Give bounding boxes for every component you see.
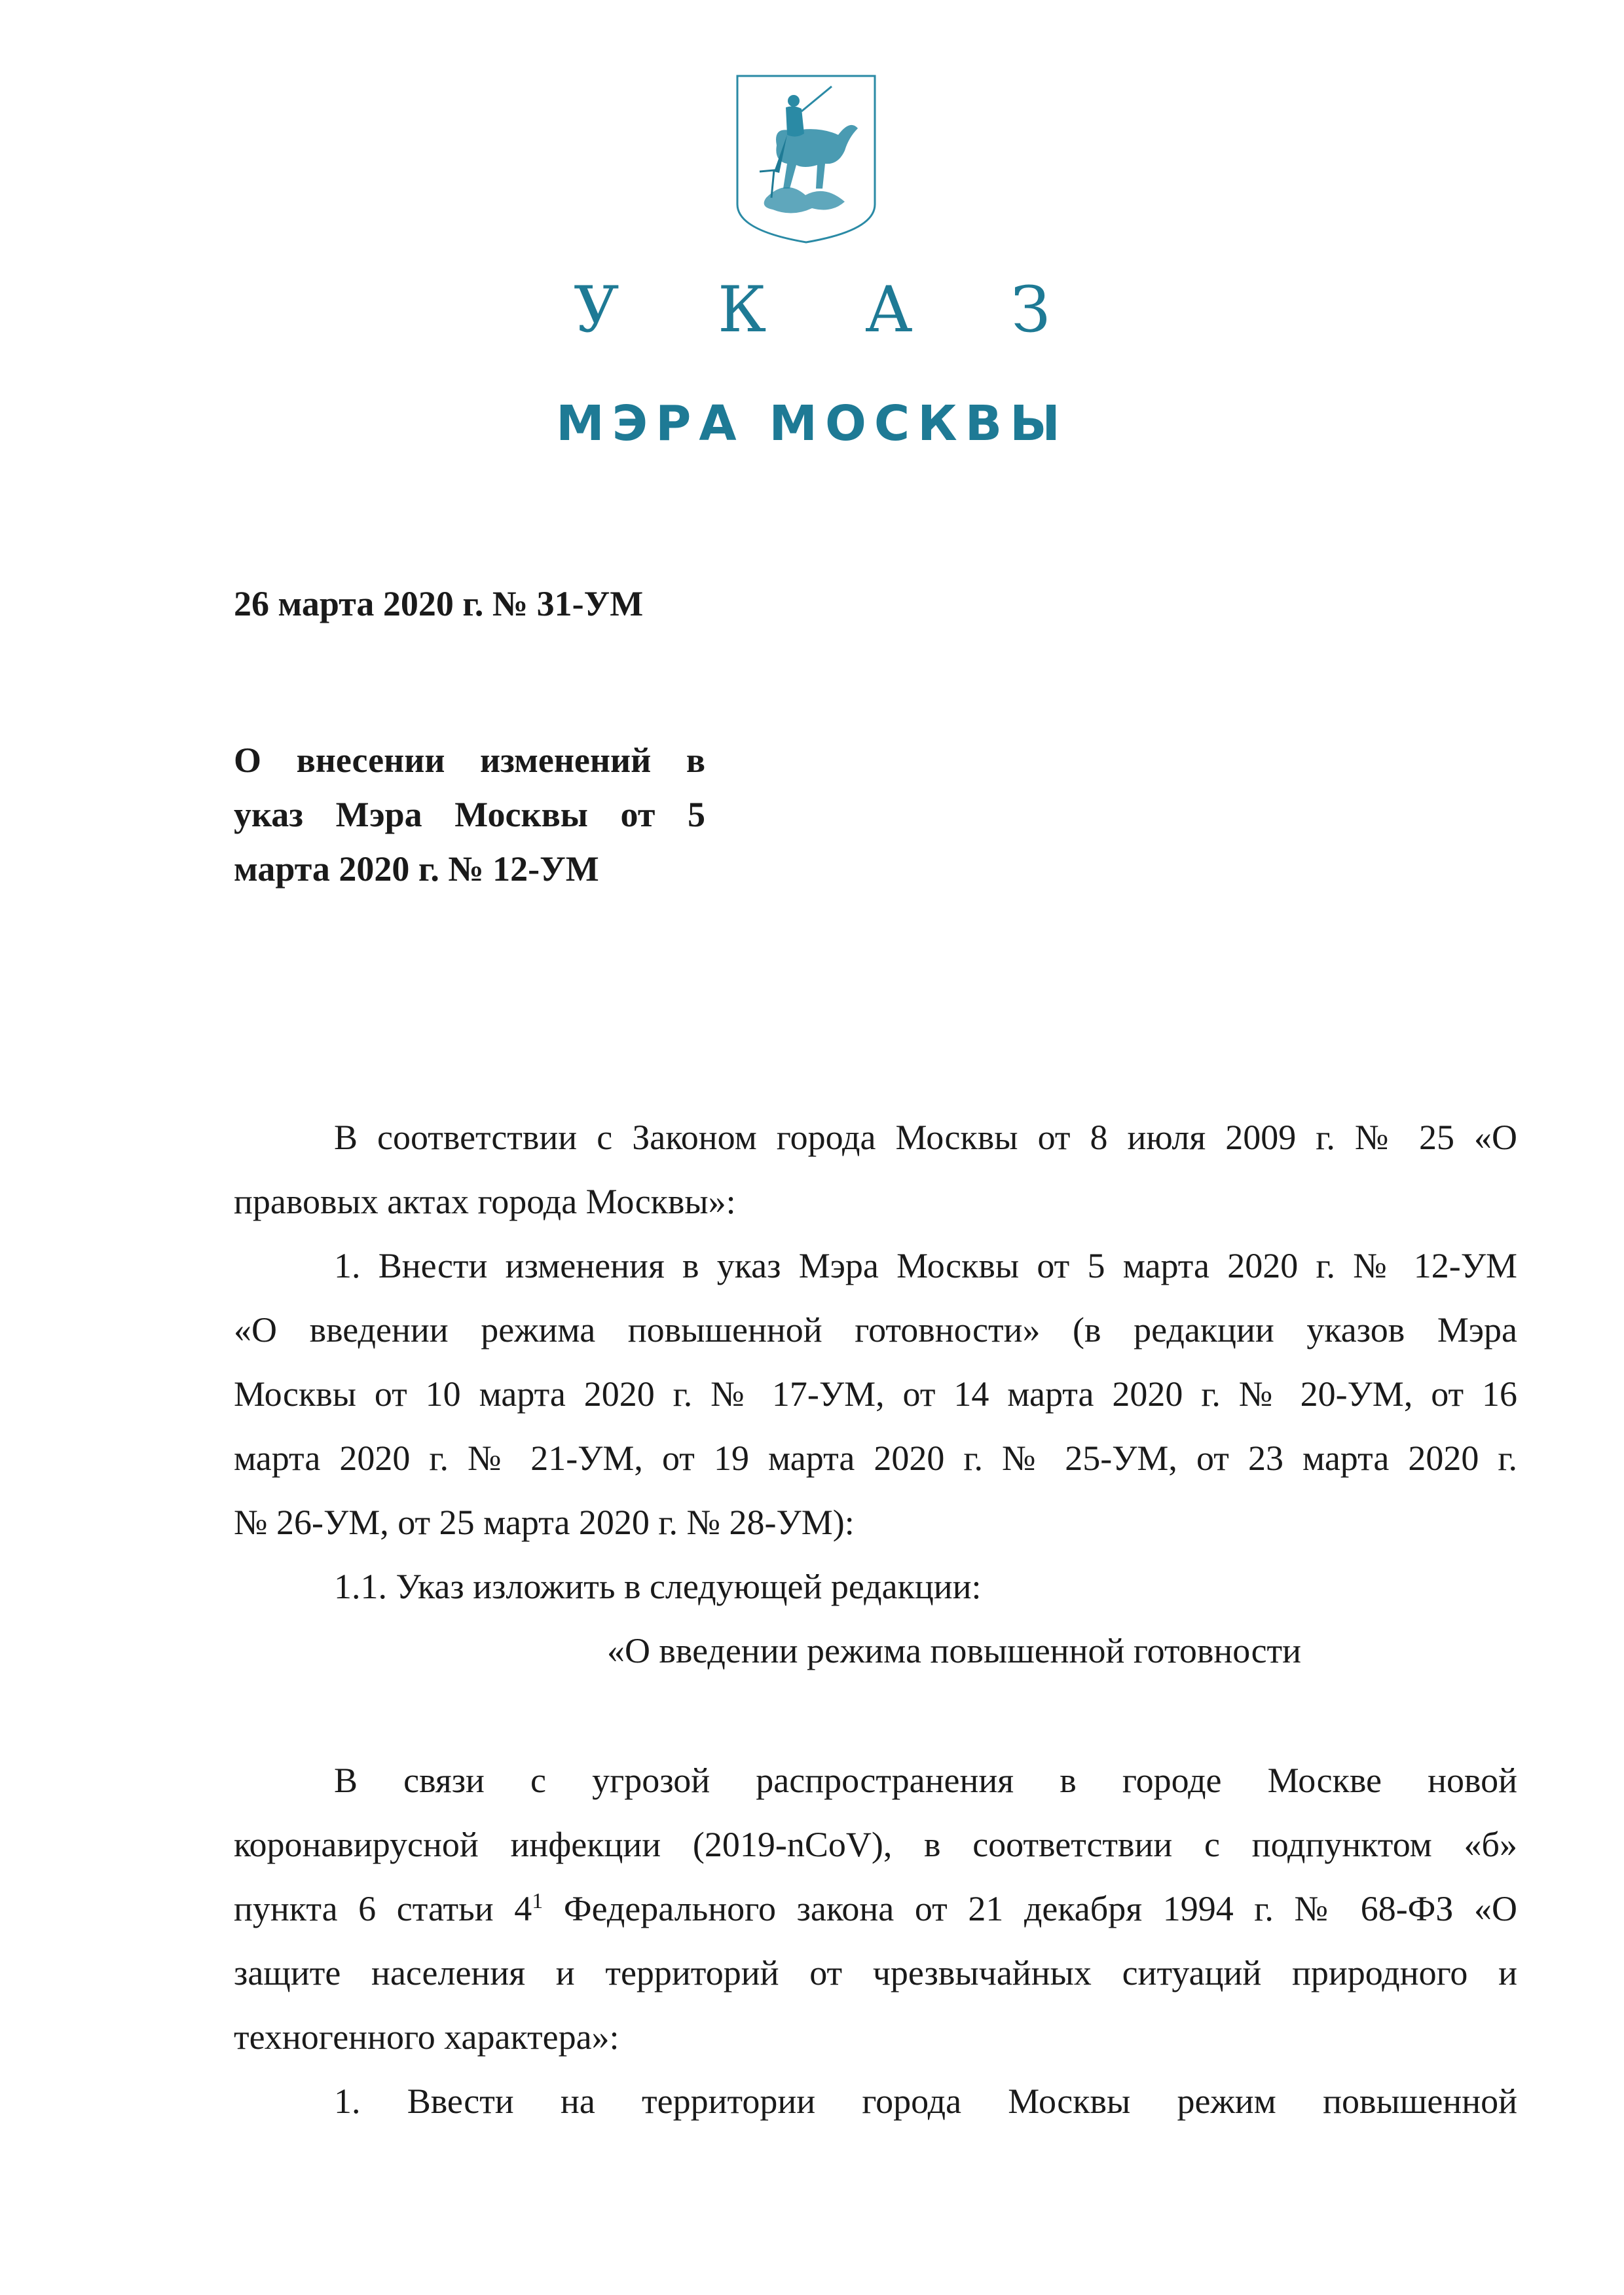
body-line: В связи с угрозой распространения в городе Москве новой [334, 1761, 1517, 1800]
superscript: 1 [532, 1889, 544, 1913]
body-line: Москвы от 10 марта 2020 г. № 17-УМ, от 14 марта 2020 г. № 20-УМ, от 16 [234, 1374, 1517, 1414]
blank-line [234, 1683, 1517, 1748]
body-line [234, 1877, 1517, 1941]
body-line: В соответствии с Законом города Москвы от 8 июля 2009 г. № 25 «О [334, 1118, 1517, 1157]
body-line: 1. Ввести на территории города Москвы режим повышенной [334, 2082, 1517, 2121]
subject-line: О внесении изменений в [234, 741, 705, 780]
decree-issuer: МЭРА МОСКВЫ [556, 395, 1068, 452]
body-line: правовых актах города Москвы»: [234, 1182, 736, 1221]
body-line: № 26-УМ, от 25 марта 2020 г. № 28-УМ): [234, 1503, 855, 1542]
decree-body [234, 1105, 1517, 2133]
body-line: защите населения и территорий от чрезвычайных ситуаций природного и [234, 1953, 1517, 1992]
quoted-title: «О введении режима повышенной готовности [606, 1631, 1302, 1670]
body-line: «О введении режима повышенной готовности» (в редакции указов Мэра [234, 1310, 1517, 1349]
body-line-part: пункта 6 статьи 4 [234, 1889, 532, 1928]
decree-date-number: 26 марта 2020 г. № 31-УМ [234, 584, 644, 623]
body-line: техногенного характера»: [234, 2017, 619, 2057]
moscow-coat-of-arms-icon [733, 73, 879, 245]
body-line-part: Федерального закона от 21 декабря 1994 г. № 68-ФЗ «О [543, 1889, 1518, 1928]
body-line: 1. Внести изменения в указ Мэра Москвы от 5 марта 2020 г. № 12-УМ [334, 1246, 1517, 1285]
body-line: марта 2020 г. № 21-УМ, от 19 марта 2020 г. № 25-УМ, от 23 марта 2020 г. [234, 1439, 1517, 1478]
body-line: 1.1. Указ изложить в следующей редакции: [334, 1567, 982, 1606]
decree-subject [234, 733, 705, 896]
body-line: коронавирусной инфекции (2019-nCoV), в соответствии с подпунктом «б» [234, 1825, 1517, 1864]
subject-line: марта 2020 г. № 12-УМ [234, 849, 599, 889]
subject-line: указ Мэра Москвы от 5 [234, 795, 705, 834]
decree-title: У К А З [574, 273, 1090, 346]
